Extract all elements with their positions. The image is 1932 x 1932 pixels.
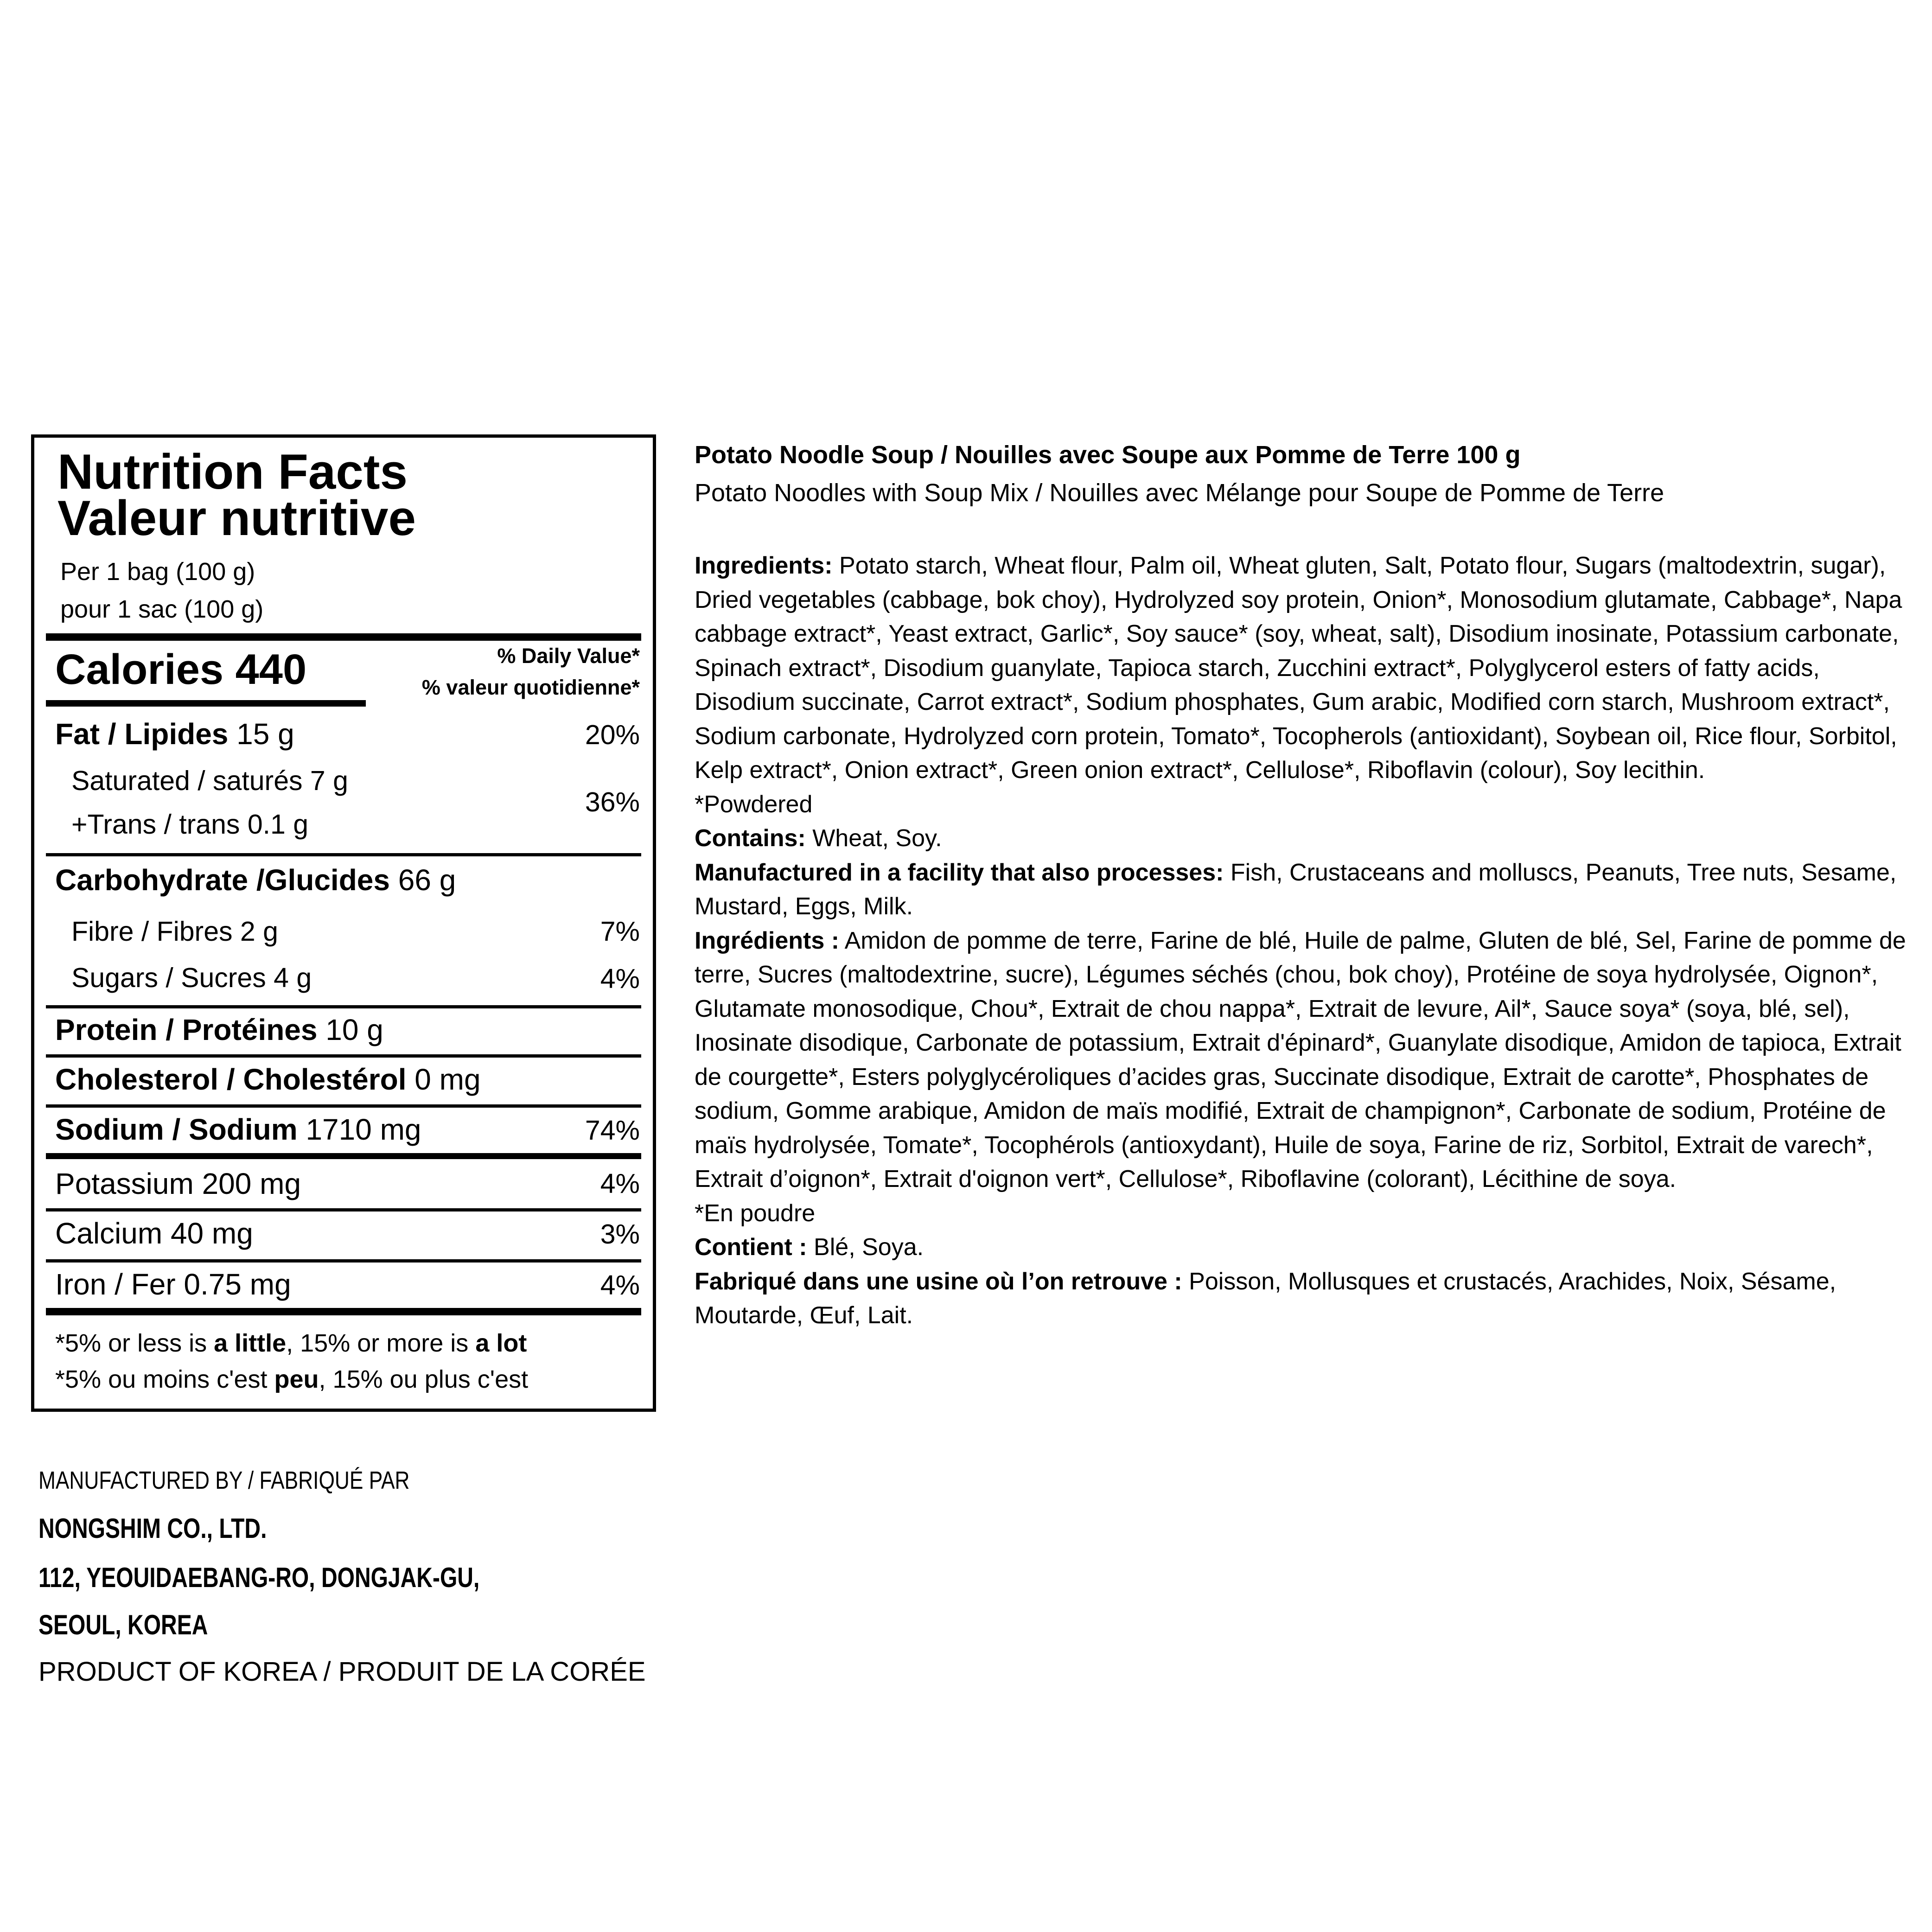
cholesterol-row bbox=[55, 1065, 481, 1094]
contains-en bbox=[695, 822, 1919, 856]
footnote-en-emphasis: a little bbox=[214, 1329, 287, 1357]
facility-en bbox=[695, 856, 1919, 924]
contains-fr bbox=[695, 1231, 1919, 1265]
calcium-dv: 3% bbox=[600, 1219, 640, 1250]
iron-label: Iron / Fer 0.75 mg bbox=[55, 1268, 291, 1301]
potassium-dv: 4% bbox=[600, 1168, 640, 1199]
protein-row bbox=[55, 1015, 383, 1045]
ingredients-fr-text: Amidon de pomme de terre, Farine de blé, Huile de palme, Gluten de blé, Sel, Farine de pomme de terre, Sucres (maltodextrine, sucre), Légumes séchés (chou, bok choy), Protéine de soya hydrolysée, Oignon*, Glutamate monosodique, Chou*, Extrait de chou nappa*, Extrait de levure, Ail*, Sauce soya* (soya, blé, sel), Inosinate disodique, Carbonate de potassium, Extrait d'épinard*, Guanylate disodique, Amidon de tapioca, Extrait de courgette*, Esters polyglycéroliques d’acides gras, Succinate disodique, Extrait de carotte*, Phosphates de sodium, Gomme arabique, Amidon de maïs modifié, Extrait de champignon*, Carbonate de sodium, Protéine de maïs hydrolysée, Tomate*, Tocophérols (antioxydant), Huile de soya, Farine de riz, Sorbitol, Extrait de varech*, Extrait d’oignon*, Extrait d'oignon vert*, Cellulose*, Riboflavine (colorant), Lécithine de soya. bbox=[695, 927, 1906, 1192]
sodium-amount: 1710 mg bbox=[306, 1113, 421, 1146]
rule-line bbox=[46, 1104, 641, 1108]
cholesterol-amount: 0 mg bbox=[414, 1063, 481, 1096]
powdered-note-fr: *En poudre bbox=[695, 1199, 816, 1227]
manufactured-by: MANUFACTURED BY / FABRIQUÉ PAR bbox=[38, 1467, 410, 1494]
daily-value-heading-en: % Daily Value* bbox=[497, 644, 640, 668]
trans-label: +Trans / trans 0.1 g bbox=[71, 809, 309, 840]
footnote-en-part: *5% or less is bbox=[55, 1329, 214, 1357]
product-subtitle: Potato Noodles with Soup Mix / Nouilles avec Mélange pour Soupe de Pomme de Terre bbox=[695, 479, 1664, 507]
nutrition-title-en: Nutrition Facts bbox=[57, 444, 408, 499]
sodium-dv: 74% bbox=[585, 1115, 640, 1146]
powdered-note-en: *Powdered bbox=[695, 791, 813, 818]
calories-rule bbox=[46, 700, 366, 707]
contains-en-text: Wheat, Soy. bbox=[805, 825, 942, 852]
footnote-en-part: , 15% or more is bbox=[286, 1329, 476, 1357]
facility-en-text: Fish, Crustaceans and molluscs, Peanuts, Tree nuts, Sesame, Mustard, Eggs, Milk. bbox=[695, 859, 1897, 920]
manufacturer-name: NONGSHIM CO., LTD. bbox=[38, 1513, 267, 1544]
footnote-en-emphasis: a lot bbox=[475, 1329, 527, 1357]
fat-amount: 15 g bbox=[236, 717, 294, 751]
calcium-label: Calcium 40 mg bbox=[55, 1217, 253, 1250]
sugars-label: Sugars / Sucres 4 g bbox=[71, 963, 312, 993]
ingredients-fr bbox=[695, 924, 1919, 1197]
potassium-label: Potassium 200 mg bbox=[55, 1167, 301, 1200]
fat-label: Fat / Lipides bbox=[55, 717, 229, 751]
thick-rule bbox=[46, 1308, 641, 1315]
fibre-label: Fibre / Fibres 2 g bbox=[71, 916, 278, 947]
calories-label: Calories 440 bbox=[55, 646, 307, 693]
ingredients-en-text: Potato starch, Wheat flour, Palm oil, Wheat gluten, Salt, Potato flour, Sugars (maltodextrin, sugar), Dried vegetables (cabbage, bok choy), Hydrolyzed soy protein, Onion*, Monosodium glutamate, Cabbage*, Napa cabbage extract*, Yeast extract, Garlic*, Soy sauce* (soy, wheat, salt), Disodium inosinate, Potassium carbonate, Spinach extract*, Disodium guanylate, Tapioca starch, Zucchini extract*, Polyglycerol esters of fatty acids, Disodium succinate, Carrot extract*, Sodium phosphates, Gum arabic, Modified corn starch, Mushroom extract*, Sodium carbonate, Hydrolyzed corn protein, Tomato*, Tocopherols (antioxidant), Soybean oil, Rice flour, Sorbitol, Kelp extract*, Onion extract*, Green onion extract*, Cellulose*, Riboflavin (colour), Soy lecithin. bbox=[695, 552, 1902, 784]
ingredients-fr-label: Ingrédients : bbox=[695, 927, 840, 954]
footnote-en bbox=[55, 1331, 527, 1356]
rule-line bbox=[46, 1153, 641, 1159]
iron-dv: 4% bbox=[600, 1270, 640, 1301]
rule-line bbox=[46, 853, 641, 856]
ingredients-en-label: Ingredients: bbox=[695, 552, 833, 579]
sugars-dv: 4% bbox=[600, 963, 640, 994]
footnote-fr-emphasis: peu bbox=[274, 1365, 319, 1393]
ingredients-column bbox=[695, 436, 1919, 1333]
facility-fr-label: Fabriqué dans une usine où l’on retrouve : bbox=[695, 1268, 1182, 1295]
cholesterol-label: Cholesterol / Cholestérol bbox=[55, 1063, 407, 1096]
fat-row bbox=[55, 719, 294, 749]
daily-value-heading-fr: % valeur quotidienne* bbox=[421, 676, 640, 699]
carbohydrate-row bbox=[55, 865, 456, 895]
rule-line bbox=[46, 1005, 641, 1008]
serving-size-en: Per 1 bag (100 g) bbox=[60, 558, 255, 586]
protein-amount: 10 g bbox=[325, 1013, 383, 1046]
contains-fr-label: Contient : bbox=[695, 1234, 807, 1261]
manufacturer-address-line1: 112, YEOUIDAEBANG-RO, DONGJAK-GU, bbox=[38, 1562, 480, 1593]
facility-en-label: Manufactured in a facility that also processes: bbox=[695, 859, 1224, 886]
ingredients-body bbox=[695, 549, 1919, 1333]
saturated-trans-dv: 36% bbox=[585, 787, 640, 817]
sodium-label: Sodium / Sodium bbox=[55, 1113, 298, 1146]
fibre-dv: 7% bbox=[600, 916, 640, 947]
protein-label: Protein / Protéines bbox=[55, 1013, 318, 1046]
fat-dv: 20% bbox=[585, 720, 640, 750]
rule-line bbox=[46, 1208, 641, 1211]
facility-fr-text: Poisson, Mollusques et crustacés, Arachides, Noix, Sésame, Moutarde, Œuf, Lait. bbox=[695, 1268, 1836, 1329]
nutrition-facts-table bbox=[31, 434, 656, 1412]
contains-fr-text: Blé, Soya. bbox=[807, 1234, 924, 1261]
carbohydrate-label: Carbohydrate /Glucides bbox=[55, 863, 390, 897]
facility-fr bbox=[695, 1265, 1919, 1333]
saturated-label: Saturated / saturés 7 g bbox=[71, 765, 348, 796]
ingredients-en bbox=[695, 549, 1919, 788]
rule-line bbox=[46, 1054, 641, 1058]
product-origin: PRODUCT OF KOREA / PRODUIT DE LA CORÉE bbox=[38, 1657, 646, 1687]
serving-size-fr: pour 1 sac (100 g) bbox=[60, 595, 264, 623]
footnote-fr-part: *5% ou moins c'est bbox=[55, 1365, 274, 1393]
contains-en-label: Contains: bbox=[695, 825, 806, 852]
product-title: Potato Noodle Soup / Nouilles avec Soupe aux Pomme de Terre 100 g bbox=[695, 441, 1521, 469]
thick-rule bbox=[46, 633, 641, 641]
carbohydrate-amount: 66 g bbox=[398, 863, 456, 897]
manufacturer-address-line2: SEOUL, KOREA bbox=[38, 1609, 208, 1640]
rule-line bbox=[46, 1259, 641, 1262]
nutrition-title-fr: Valeur nutritive bbox=[57, 490, 416, 546]
footnote-fr-part: , 15% ou plus c'est bbox=[319, 1365, 529, 1393]
sodium-row bbox=[55, 1115, 421, 1144]
footnote-fr bbox=[55, 1367, 528, 1392]
